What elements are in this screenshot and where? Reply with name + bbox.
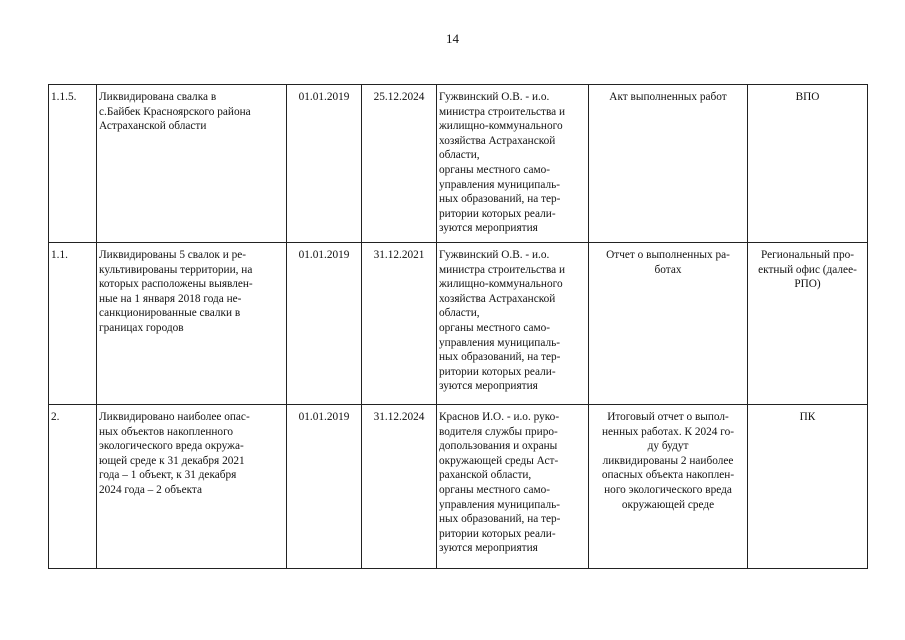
responsible-text-line: органы местного само- xyxy=(439,483,551,496)
document-text-line: ботах xyxy=(654,263,682,276)
responsible-cell xyxy=(437,405,589,569)
end-date: 31.12.2021 xyxy=(362,243,437,405)
document-text-line: Отчет о выполненных ра- xyxy=(606,249,730,261)
responsible-text-line: управления муниципаль- xyxy=(439,336,560,349)
control-text-line: РПО) xyxy=(794,278,821,291)
end-date: 25.12.2024 xyxy=(362,85,437,243)
result-text-line: с.Байбек Красноярского района xyxy=(99,105,251,118)
responsible-text-line: допользования и охраны xyxy=(439,440,558,453)
responsible-text-line: области, xyxy=(439,307,480,320)
control-level-cell xyxy=(748,243,868,405)
item-number: 1.1. xyxy=(49,243,97,405)
start-date: 01.01.2019 xyxy=(287,405,362,569)
control-text-line: ектный офис (далее- xyxy=(758,263,857,276)
responsible-cell xyxy=(437,85,589,243)
result-text-line: Астраханской области xyxy=(99,120,207,133)
document-cell xyxy=(589,85,748,243)
item-number: 2. xyxy=(49,405,97,569)
responsible-text-line: водителя службы приро- xyxy=(439,425,558,438)
result-text-line: Ликвидировано наиболее опас- xyxy=(99,411,250,423)
document-cell xyxy=(589,243,748,405)
result-text-line: санкционированные свалки в xyxy=(99,307,241,320)
responsible-cell xyxy=(437,243,589,405)
result-text-line: границах городов xyxy=(99,321,184,334)
control-text-line: ПК xyxy=(799,411,816,423)
document-text-line: Итоговый отчет о выпол- xyxy=(607,411,729,423)
responsible-text-line: жилищно-коммунального xyxy=(439,278,563,291)
responsible-text-line: ритории которых реали- xyxy=(439,365,556,378)
responsible-text-line: ритории которых реали- xyxy=(439,527,556,540)
result-text-line: 2024 года – 2 объекта xyxy=(99,483,203,496)
activities-table xyxy=(48,84,868,569)
document-text-line: ного экологического вреда xyxy=(604,483,732,496)
result-text-line: ные на 1 января 2018 года не- xyxy=(99,292,242,305)
document-text-line: ненных работах. К 2024 го- xyxy=(601,425,735,438)
document-text-line: Акт выполненных работ xyxy=(609,91,727,103)
result-text-line: культивированы территории, на xyxy=(99,263,253,276)
result-text-line: экологического вреда окружа- xyxy=(99,440,244,453)
responsible-text-line: ных образований, на тер- xyxy=(439,351,561,364)
responsible-text-line: Гужвинский О.В. - и.о. xyxy=(439,249,550,261)
responsible-text-line: зуются мероприятия xyxy=(439,222,538,235)
responsible-text-line: хозяйства Астраханской xyxy=(439,292,556,305)
result-text-line: ных объектов накопленного xyxy=(99,425,234,438)
table-row xyxy=(49,243,868,405)
result-cell xyxy=(97,85,287,243)
responsible-text-line: области, xyxy=(439,149,480,162)
responsible-text-line: ритории которых реали- xyxy=(439,207,556,220)
item-number: 1.1.5. xyxy=(49,85,97,243)
responsible-text-line: хозяйства Астраханской xyxy=(439,134,556,147)
responsible-text-line: зуются мероприятия xyxy=(439,380,538,393)
responsible-text-line: Краснов И.О. - и.о. руко- xyxy=(439,411,560,423)
end-date: 31.12.2024 xyxy=(362,405,437,569)
result-cell xyxy=(97,405,287,569)
responsible-text-line: министра строительства и xyxy=(439,263,566,276)
responsible-text-line: раханской области, xyxy=(439,469,532,482)
result-text-line: года – 1 объект, к 31 декабря xyxy=(99,469,237,482)
result-text-line: ющей среде к 31 декабря 2021 xyxy=(99,454,245,467)
table-row xyxy=(49,85,868,243)
table-row xyxy=(49,405,868,569)
responsible-text-line: ных образований, на тер- xyxy=(439,513,561,526)
responsible-text-line: Гужвинский О.В. - и.о. xyxy=(439,91,550,103)
responsible-text-line: управления муниципаль- xyxy=(439,178,560,191)
responsible-text-line: зуются мероприятия xyxy=(439,542,538,555)
responsible-text-line: ных образований, на тер- xyxy=(439,193,561,206)
document-text-line: ликвидированы 2 наиболее xyxy=(602,454,734,467)
responsible-text-line: органы местного само- xyxy=(439,163,551,176)
control-level-cell xyxy=(748,85,868,243)
responsible-text-line: органы местного само- xyxy=(439,321,551,334)
result-cell xyxy=(97,243,287,405)
responsible-text-line: министра строительства и xyxy=(439,105,566,118)
page-number: 14 xyxy=(446,31,459,46)
result-text-line: Ликвидированы 5 свалок и ре- xyxy=(99,249,247,261)
result-text-line: Ликвидирована свалка в xyxy=(99,91,217,103)
document-text-line: ду будут xyxy=(647,440,689,453)
start-date: 01.01.2019 xyxy=(287,243,362,405)
start-date: 01.01.2019 xyxy=(287,85,362,243)
responsible-text-line: окружающей среды Аст- xyxy=(439,454,559,467)
document-text-line: окружающей среде xyxy=(621,498,715,511)
responsible-text-line: жилищно-коммунального xyxy=(439,120,563,133)
control-text-line: Региональный про- xyxy=(760,249,855,261)
control-level-cell xyxy=(748,405,868,569)
document-text-line: опасных объекта накоплен- xyxy=(601,469,735,482)
responsible-text-line: управления муниципаль- xyxy=(439,498,560,511)
document-cell xyxy=(589,405,748,569)
result-text-line: которых расположены выявлен- xyxy=(99,278,253,291)
control-text-line: ВПО xyxy=(795,91,820,103)
